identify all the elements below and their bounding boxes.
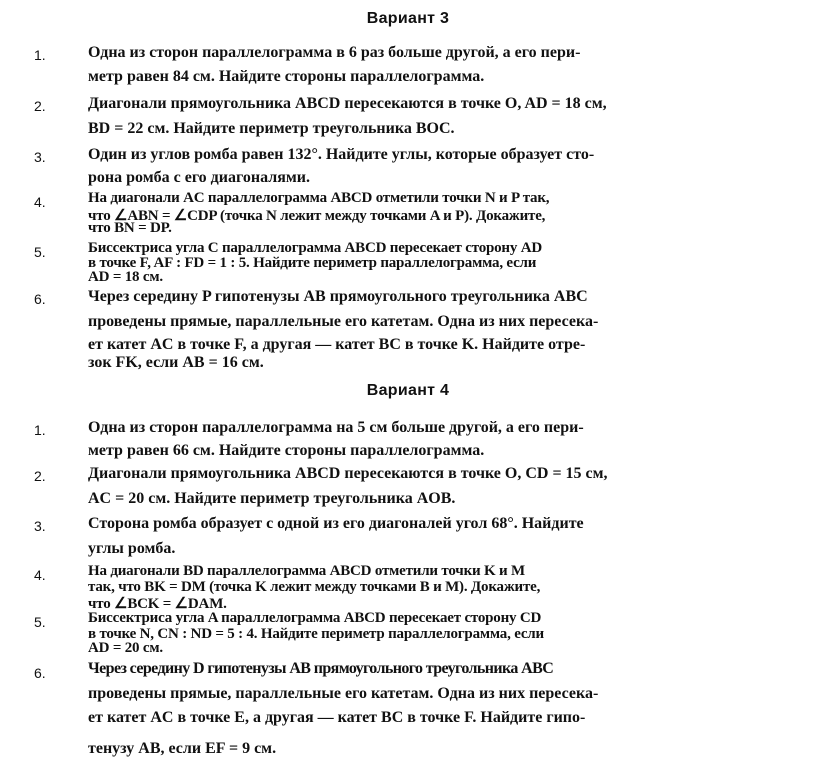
problem-text-line: На диагонали BD параллелограмма ABCD отметили точки K и M <box>88 563 525 579</box>
problem-text-line: метр равен 66 см. Найдите стороны параллелограмма. <box>88 442 485 459</box>
problem-text-line: в точке N, CN : ND = 5 : 4. Найдите периметр параллелограмма, если <box>88 626 544 642</box>
problem-number: 3. <box>34 149 46 165</box>
problem-text-line: Сторона ромба образует с одной из его диагоналей угол 68°. Найдите <box>88 515 584 532</box>
problem-number: 6. <box>34 665 46 681</box>
problem-text-line: Через середину P гипотенузы AB прямоугольного треугольника ABC <box>88 288 588 305</box>
variant-4-title: Вариант 4 <box>366 382 450 399</box>
problem-text-line: что ∠BCK = ∠DAM. <box>88 596 227 612</box>
problem-number: 4. <box>34 194 46 210</box>
problem-number: 4. <box>34 567 46 583</box>
problem-number: 1. <box>34 422 46 438</box>
problem-text-line: что BN = DP. <box>88 220 172 236</box>
problem-text-line: ет катет AC в точке F, а другая — катет BC в точке K. Найдите отре- <box>88 336 586 353</box>
problem-text-line: тенузу AB, если EF = 9 см. <box>88 740 277 757</box>
problem-number: 5. <box>34 244 46 260</box>
problem-text-line: Одна из сторон параллелограмма в 6 раз больше другой, а его пери- <box>88 44 581 61</box>
problem-number: 2. <box>34 98 46 114</box>
problem-text-line: ет катет AC в точке E, а другая — катет BC в точке F. Найдите гипо- <box>88 709 586 726</box>
problem-text-line: зок FK, если AB = 16 см. <box>88 354 264 371</box>
problem-text-line: Одна из сторон параллелограмма на 5 см больше другой, а его пери- <box>88 419 584 436</box>
problem-text-line: AD = 20 см. <box>88 640 163 656</box>
problem-text-line: BD = 22 см. Найдите периметр треугольника BOC. <box>88 120 455 137</box>
problem-text-line: так, что BK = DM (точка K лежит между точками B и M). Докажите, <box>88 579 541 595</box>
problem-text-line: На диагонали AC параллелограмма ABCD отметили точки N и P так, <box>88 190 550 206</box>
problem-text-line: Диагонали прямоугольника ABCD пересекаются в точке O, AD = 18 см, <box>88 95 607 112</box>
problem-text-line: метр равен 84 см. Найдите стороны параллелограмма. <box>88 68 485 85</box>
problem-number: 2. <box>34 468 46 484</box>
problem-number: 3. <box>34 518 46 534</box>
problem-text-line: Биссектриса угла C параллелограмма ABCD пересекает сторону AD <box>88 240 542 256</box>
problem-text-line: AD = 18 см. <box>88 269 163 285</box>
problem-text-line: углы ромба. <box>88 540 176 557</box>
problem-text-line: проведены прямые, параллельные его катетам. Одна из них пересека- <box>88 685 599 702</box>
problem-text-line: проведены прямые, параллельные его катетам. Одна из них пересека- <box>88 313 599 330</box>
problem-number: 6. <box>34 291 46 307</box>
problem-text-line: Через середину D гипотенузы AB прямоугольного треугольника ABC <box>88 660 554 677</box>
variant-3-title: Вариант 3 <box>366 10 450 27</box>
problem-number: 5. <box>34 614 46 630</box>
problem-text-line: Один из углов ромба равен 132°. Найдите углы, которые образует сто- <box>88 146 595 163</box>
problem-text-line: в точке F, AF : FD = 1 : 5. Найдите периметр параллелограмма, если <box>88 255 537 271</box>
problem-text-line: что ∠ABN = ∠CDP (точка N лежит между точками A и P). Докажите, <box>88 208 546 224</box>
problem-text-line: Диагонали прямоугольника ABCD пересекаются в точке O, CD = 15 см, <box>88 465 608 482</box>
problem-text-line: AC = 20 см. Найдите периметр треугольника AOB. <box>88 490 456 507</box>
problem-text-line: Биссектриса угла A параллелограмма ABCD пересекает сторону CD <box>88 610 542 626</box>
problem-text-line: рона ромба с его диагоналями. <box>88 169 310 186</box>
problem-number: 1. <box>34 47 46 63</box>
